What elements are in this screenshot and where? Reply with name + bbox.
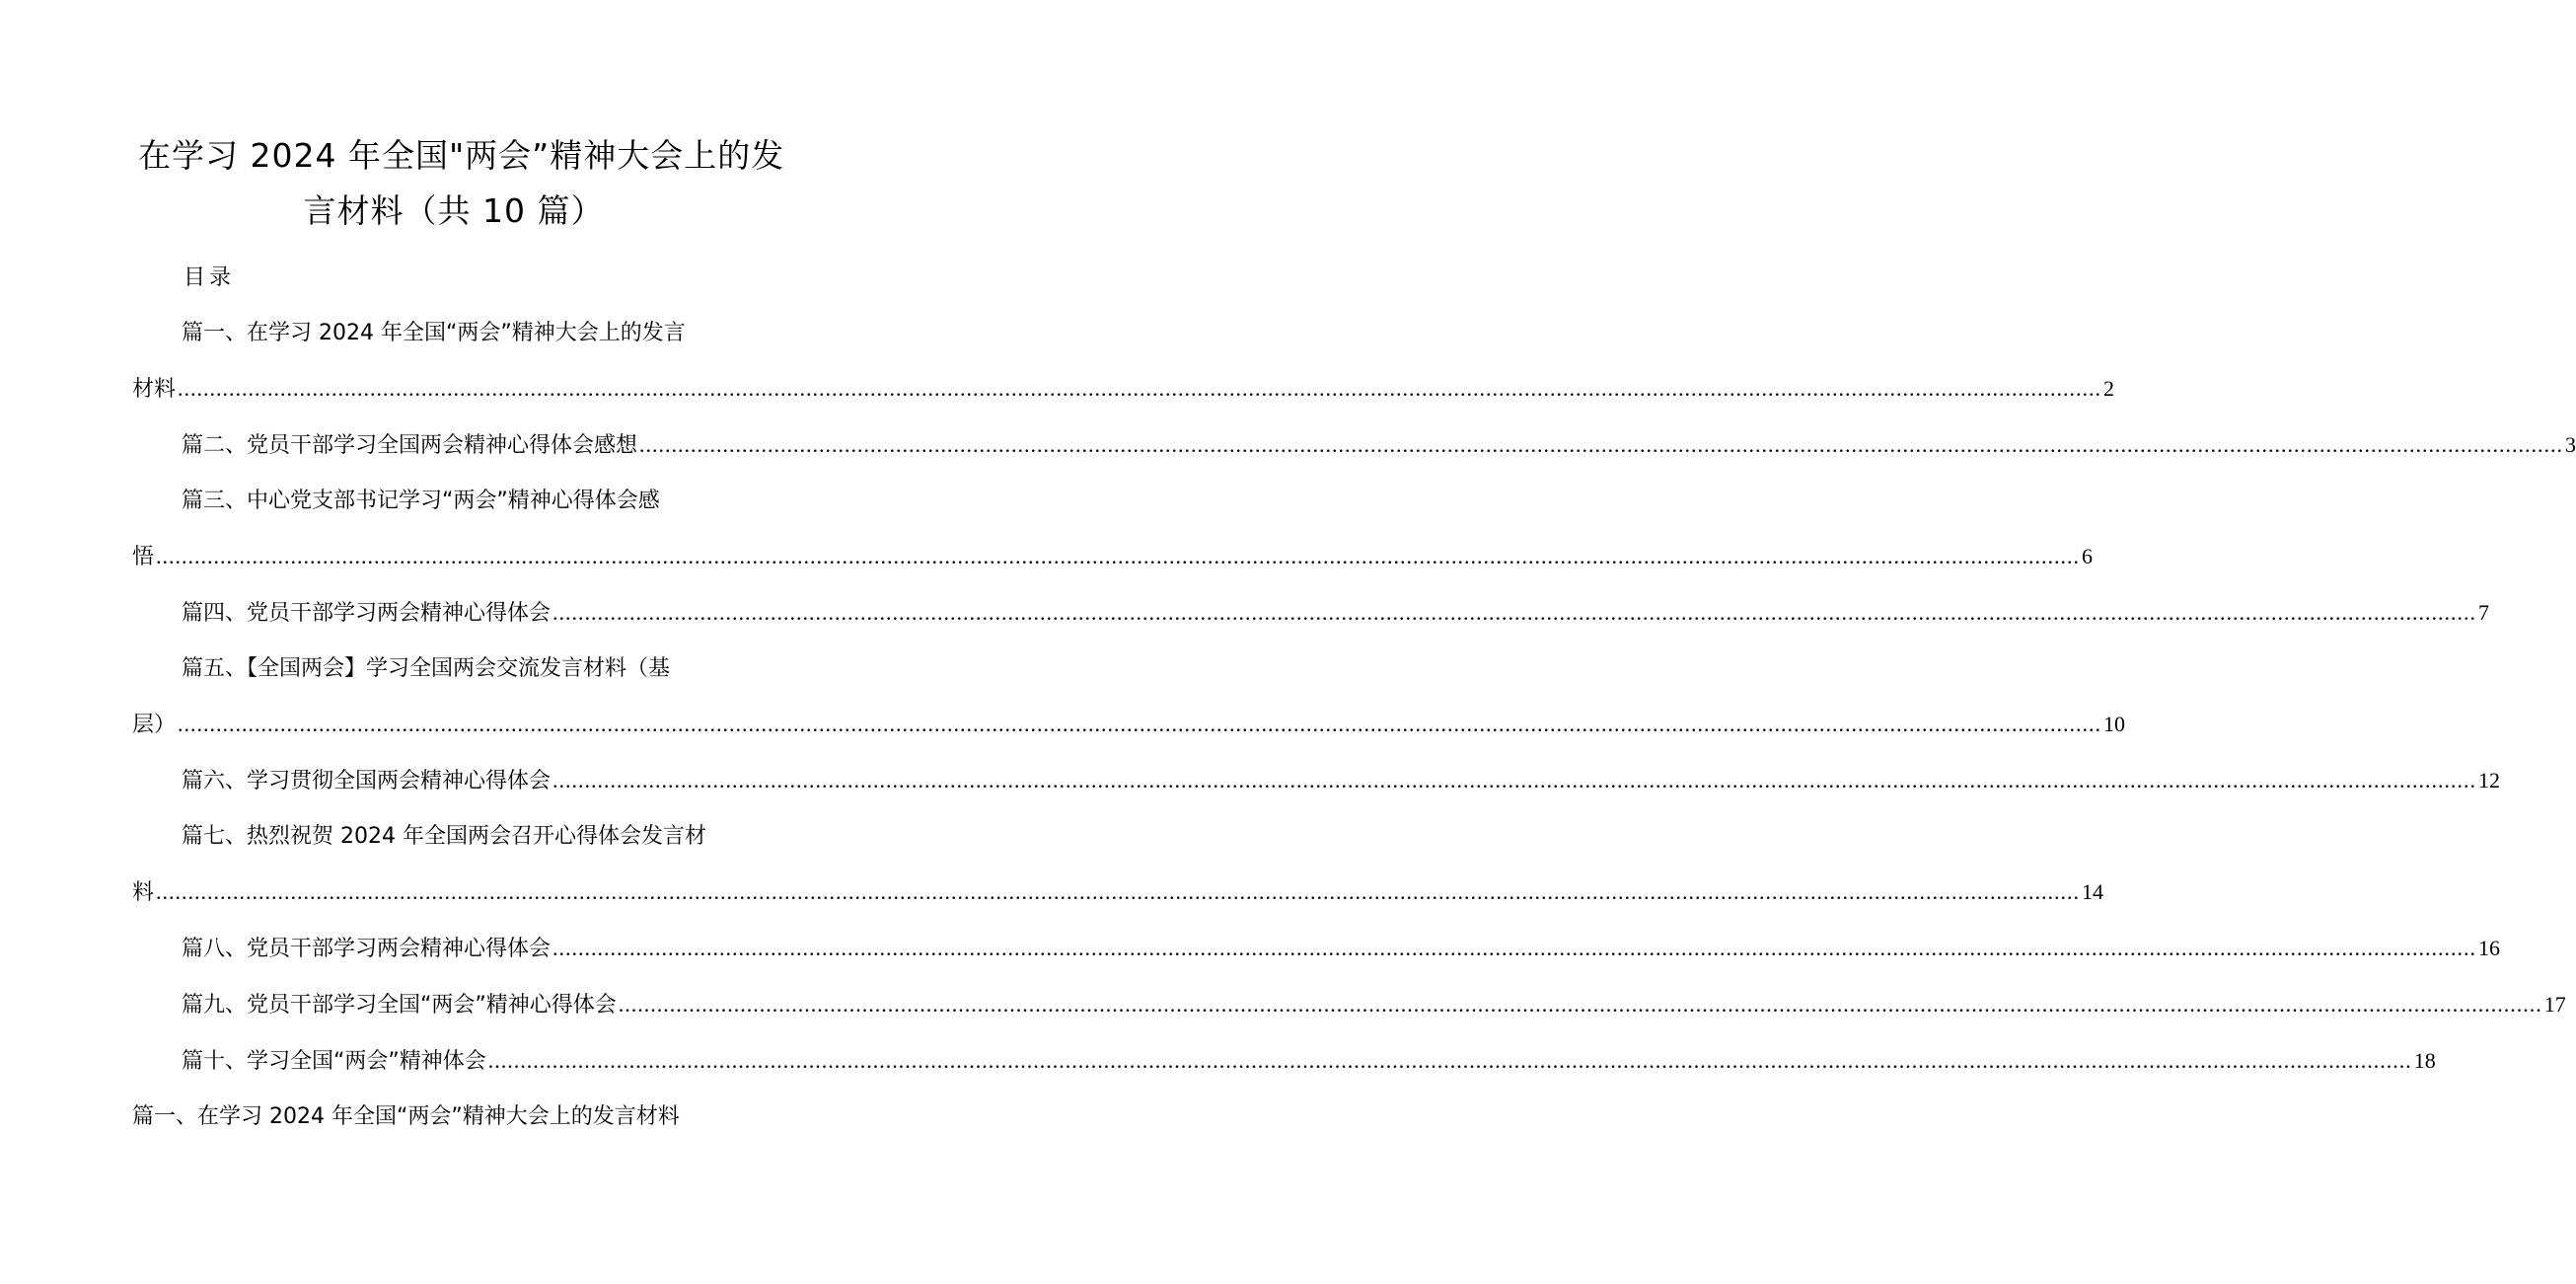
toc-entry-text: 悟 xyxy=(132,545,155,569)
toc-entry-3-line-2[interactable] xyxy=(132,541,2094,573)
dot-leader: ............................................................................................................................................................................................................................................................................................................ xyxy=(156,544,2081,568)
dot-leader: ............................................................................................................................................................................................................................................................................................................ xyxy=(552,600,2477,625)
toc-entry-text: 料 xyxy=(132,880,155,905)
toc-entry-text: 篇六、学习贯彻全国两会精神心得体会 xyxy=(182,769,552,793)
toc-entry-5-line-1[interactable]: 篇五、【全国两会】学习全国两会交流发言材料（基 xyxy=(182,656,671,681)
toc-entry-7-line-1[interactable]: 篇七、热烈祝贺 2024 年全国两会召开心得体会发言材 xyxy=(182,824,706,849)
dot-leader: ............................................................................................................................................................................................................................................................................................................ xyxy=(639,432,2564,457)
toc-entry-1-line-2[interactable] xyxy=(132,373,2115,406)
toc-entry-text: 篇九、党员干部学习全国“两会”精神心得体会 xyxy=(182,993,617,1018)
toc-entry-3-line-1[interactable]: 篇三、中心党支部书记学习“两会”精神心得体会感 xyxy=(182,489,660,513)
dot-leader: ............................................................................................................................................................................................................................................................................................................ xyxy=(178,712,2102,736)
toc-entry-5-line-2[interactable] xyxy=(132,709,2126,741)
dot-leader: ............................................................................................................................................................................................................................................................................................................ xyxy=(156,879,2081,904)
toc-entry-text: 材料 xyxy=(132,377,177,402)
toc-page-number: 12 xyxy=(2478,768,2501,793)
toc-page-number: 14 xyxy=(2082,879,2104,904)
toc-entry-2[interactable] xyxy=(182,429,2576,462)
dot-leader: ............................................................................................................................................................................................................................................................................................................ xyxy=(618,992,2542,1017)
toc-page-number: 3 xyxy=(2565,432,2576,457)
toc-page-number: 2 xyxy=(2103,376,2115,401)
toc-entry-text: 层） xyxy=(132,713,177,737)
toc-page-number: 7 xyxy=(2478,600,2490,625)
toc-entry-1-line-1[interactable]: 篇一、在学习 2024 年全国“两会”精神大会上的发言 xyxy=(182,321,686,345)
toc-page-number: 10 xyxy=(2103,712,2126,736)
document-title-line-2: 言材料（共 10 篇） xyxy=(303,191,605,230)
toc-label: 目录 xyxy=(184,265,236,290)
dot-leader: ............................................................................................................................................................................................................................................................................................................ xyxy=(552,768,2477,793)
toc-entry-text: 篇十、学习全国“两会”精神体会 xyxy=(182,1049,486,1074)
toc-entry-text: 篇八、党员干部学习两会精神心得体会 xyxy=(182,937,552,961)
toc-entry-6[interactable] xyxy=(182,765,2501,797)
document-title-line-1: 在学习 2024 年全国"两会”精神大会上的发 xyxy=(138,136,785,175)
toc-entry-8[interactable] xyxy=(182,933,2501,965)
toc-entry-9[interactable] xyxy=(182,989,2566,1021)
toc-page-number: 16 xyxy=(2478,936,2501,960)
toc-entry-4[interactable] xyxy=(182,597,2490,630)
dot-leader: ............................................................................................................................................................................................................................................................................................................ xyxy=(178,376,2102,401)
toc-page-number: 18 xyxy=(2413,1048,2436,1073)
toc-page-number: 17 xyxy=(2543,992,2566,1017)
toc-entry-10[interactable] xyxy=(182,1045,2436,1078)
toc-entry-text: 篇四、党员干部学习两会精神心得体会 xyxy=(182,601,552,626)
dot-leader: ............................................................................................................................................................................................................................................................................................................ xyxy=(487,1048,2412,1073)
toc-entry-7-line-2[interactable] xyxy=(132,876,2104,909)
toc-page-number: 6 xyxy=(2082,544,2094,568)
section-heading: 篇一、在学习 2024 年全国“两会”精神大会上的发言材料 xyxy=(132,1104,680,1129)
dot-leader: ............................................................................................................................................................................................................................................................................................................ xyxy=(552,936,2477,960)
toc-entry-text: 篇二、党员干部学习全国两会精神心得体会感想 xyxy=(182,433,638,458)
